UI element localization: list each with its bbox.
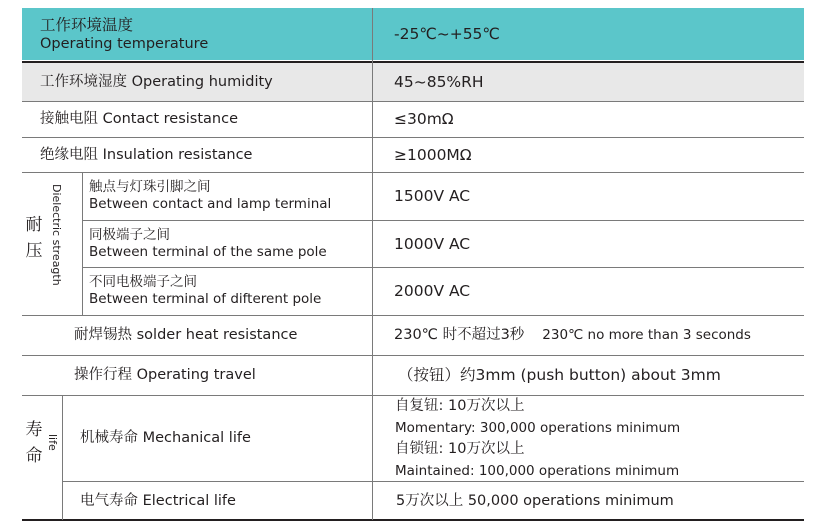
insulation-resistance-value: ≥1000MΩ <box>394 145 472 164</box>
rule <box>22 101 804 102</box>
dielectric-item-1-value: 1500V AC <box>394 187 471 205</box>
electrical-life-value: 5万次以上 50,000 operations minimum <box>396 493 674 509</box>
header-label <box>40 8 208 60</box>
life-group-cn: 寿 命 <box>25 420 43 466</box>
header-value-text: -25℃~+55℃ <box>394 25 500 43</box>
group-divider-life <box>62 395 63 520</box>
dielectric-item-3-value: 2000V AC <box>394 282 471 300</box>
spec-table <box>22 8 804 520</box>
dielectric-group-cn: 耐 压 <box>25 215 43 261</box>
mechanical-life-value: 自复钮: 10万次以上 Momentary: 300,000 operations minimum 自锁钮: 10万次以上 Maintained: 100,000 operations minimum <box>395 398 681 479</box>
dielectric-item-2-value: 1000V AC <box>394 235 471 253</box>
solder-heat-value: 230℃ 时不超过3秒 230℃ no more than 3 seconds <box>394 327 751 343</box>
rule <box>82 220 804 221</box>
travel-value: （按钮）约3mm (push button) about 3mm <box>398 366 721 384</box>
contact-resistance-value: ≤30mΩ <box>394 110 454 128</box>
rule <box>22 61 804 63</box>
rule-bottom <box>22 519 804 521</box>
group-divider-dielectric <box>82 172 83 315</box>
solder-heat-label: 耐焊锡热 solder heat resistance <box>74 327 298 343</box>
rule <box>22 315 804 316</box>
humidity-value: 45~85%RH <box>394 73 484 91</box>
rule <box>82 267 804 268</box>
contact-resistance-label: 接触电阻 Contact resistance <box>40 111 238 127</box>
humidity-label: 工作环境湿度 Operating humidity <box>40 74 273 90</box>
rule <box>22 395 804 396</box>
rule <box>22 137 804 138</box>
header-label-en: Operating temperature <box>40 35 209 52</box>
rule-top <box>22 8 804 9</box>
travel-label: 操作行程 Operating travel <box>74 367 256 383</box>
dielectric-group-en: Dielectric streagth <box>50 184 63 286</box>
dielectric-item-1-label: 触点与灯珠引脚之间 Between contact and lamp terminal <box>89 179 332 212</box>
header-label-cn: 工作环境温度 <box>40 15 134 34</box>
rule <box>22 172 804 173</box>
dielectric-item-3-label: 不同电极端子之间 Between terminal of difterent pole <box>89 274 322 307</box>
rule <box>22 355 804 356</box>
life-group-en: life <box>46 434 59 451</box>
column-divider <box>372 8 373 520</box>
mechanical-life-label: 机械寿命 Mechanical life <box>80 430 251 446</box>
dielectric-item-2-label: 同极端子之间 Between terminal of the same pole <box>89 227 327 260</box>
rule <box>62 481 804 482</box>
insulation-resistance-label: 绝缘电阻 Insulation resistance <box>40 146 253 163</box>
header-value <box>394 8 500 60</box>
electrical-life-label: 电气寿命 Electrical life <box>80 493 236 509</box>
